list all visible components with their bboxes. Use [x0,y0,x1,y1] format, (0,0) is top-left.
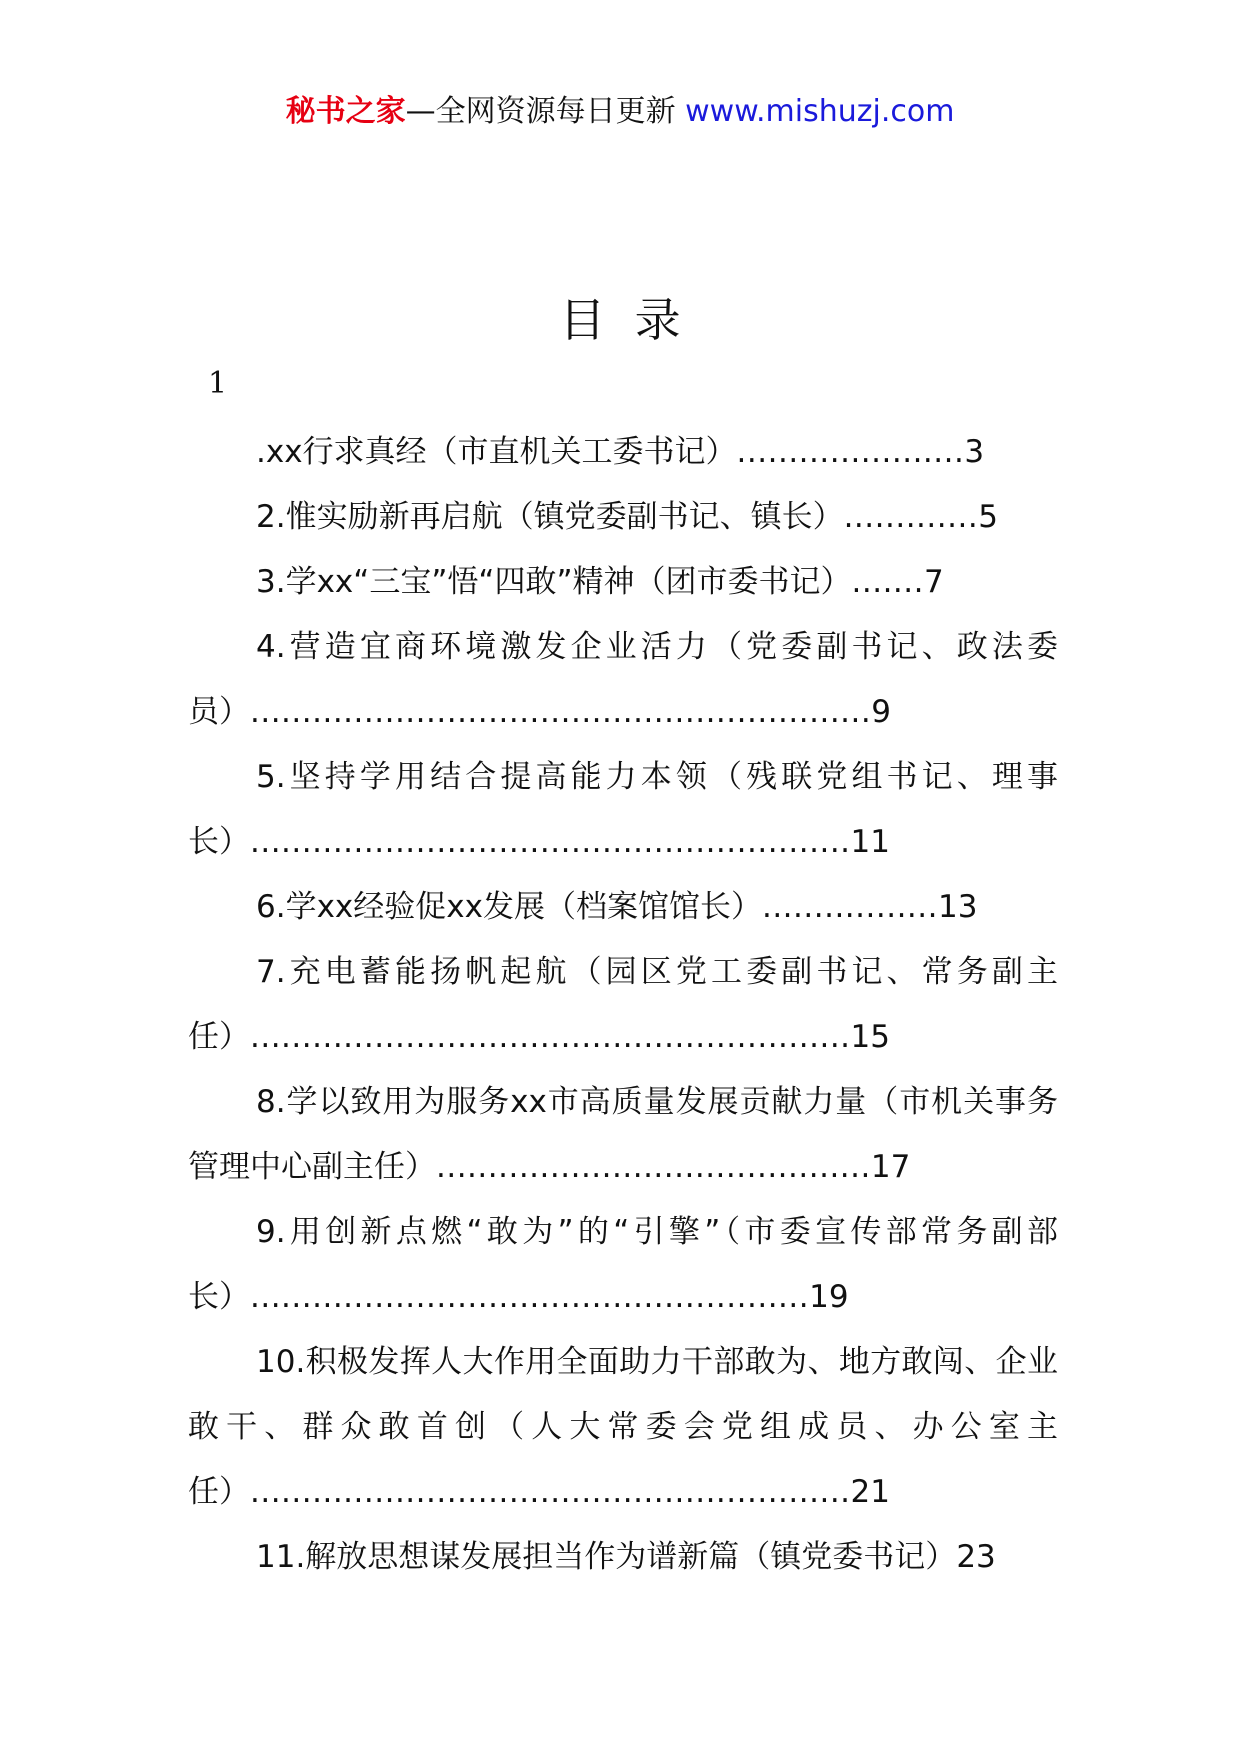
toc-entry[interactable] [188,940,1058,1070]
toc-entry-page: 3 [964,434,985,470]
toc-entry[interactable] [188,615,1058,745]
page-number-marker: 1 [208,366,228,401]
toc-entry-page: 9 [871,694,891,730]
toc-entry-text: 5.坚持学用结合提高能力本领（残联党组书记、理事长） [188,759,1058,860]
toc-entry-page: 13 [938,889,978,925]
toc-entry-page: 15 [850,1019,890,1055]
toc-entry-text: 2.惟实励新再启航（镇党委副书记、镇长） [256,499,844,535]
toc-entry-text: 8.学以致用为服务xx市高质量发展贡献力量（市机关事务管理中心副主任） [188,1084,1058,1185]
toc-entry[interactable] [188,1330,1058,1525]
toc-entry-page: 5 [978,499,998,535]
toc-entry-text: 7.充电蓄能扬帆起航（园区党工委副书记、常务副主任） [188,954,1058,1055]
toc-entry-page: 19 [809,1279,849,1315]
toc-entry-leader: .......................................................... [250,1019,851,1055]
toc-entry-leader: .......................................................... [250,824,851,860]
page-title: 目 录 [559,293,681,347]
table-of-contents [188,420,1058,1590]
brand-name: 秘书之家 [285,94,406,129]
toc-entry-page: 11 [850,824,890,860]
site-header [0,92,1240,132]
toc-entry[interactable] [188,485,1058,550]
toc-entry-page: 7 [924,564,944,600]
toc-entry-leader: ...................... [736,434,965,470]
header-tagline: —全网资源每日更新 [405,94,686,129]
toc-entry-text: 10.积极发挥人大作用全面助力干部敢为、地方敢闯、企业敢干、群众敢首创（人大常委会党组成员、办公室主任） [188,1344,1058,1510]
toc-entry[interactable] [188,1525,1058,1590]
toc-entry[interactable] [188,745,1058,875]
toc-entry-text: 9.用创新点燃“敢为”的“引擎”（市委宣传部常务副部长） [188,1214,1058,1315]
toc-entry-page: 17 [870,1149,911,1185]
toc-entry-text: 6.学xx经验促xx发展（档案馆馆长） [256,889,762,925]
toc-entry-page: 21 [850,1474,890,1510]
toc-entry-leader: .......................................................... [250,1474,851,1510]
toc-entry-text: 4.营造宜商环境激发企业活力（党委副书记、政法委员） [188,629,1058,730]
toc-entry-page: 23 [956,1539,996,1575]
toc-entry-leader: ............. [843,499,979,535]
toc-entry-text: .xx行求真经（市直机关工委书记） [256,434,737,470]
toc-entry-leader: ....... [851,564,924,600]
site-url-link[interactable]: www.mishuzj.com [685,94,955,129]
toc-entry[interactable] [188,1200,1058,1330]
toc-entry[interactable] [188,1070,1058,1200]
toc-entry-text: 11.解放思想谋发展担当作为谱新篇（镇党委书记） [256,1539,957,1575]
toc-entry-leader: .......................................... [436,1149,871,1185]
toc-entry-leader: ...................................................... [250,1279,810,1315]
toc-entry[interactable] [188,875,1058,940]
toc-entry-leader: ................. [761,889,938,925]
toc-entry-text: 3.学xx“三宝”悟“四敢”精神（团市委书记） [256,564,852,600]
toc-entry-leader: ............................................................ [250,694,872,730]
toc-entry[interactable] [188,420,1058,485]
toc-entry[interactable] [188,550,1058,615]
